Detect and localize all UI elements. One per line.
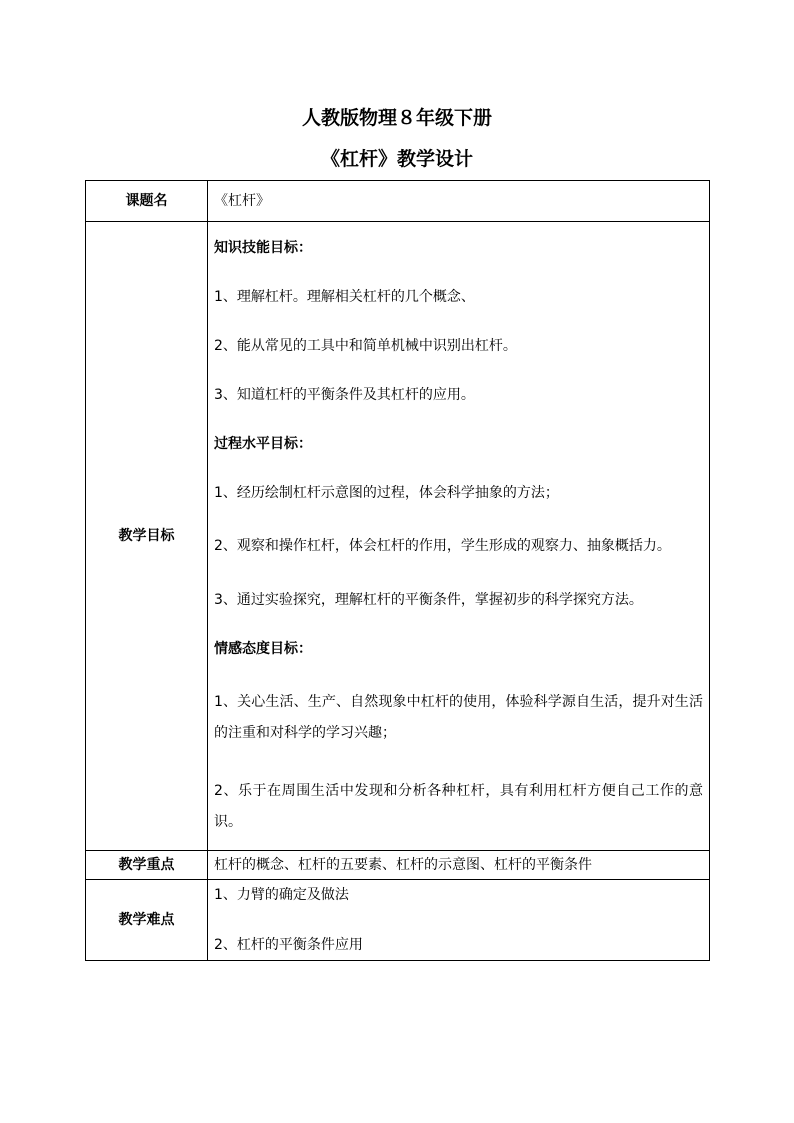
knowledge-item: 3、知道杠杆的平衡条件及其杠杆的应用。	[214, 386, 475, 403]
table-row-topic	[86, 181, 710, 222]
lesson-plan-table	[85, 180, 710, 961]
document-title: 人教版物理８年级下册	[301, 107, 492, 129]
table-row-key-points	[86, 851, 710, 880]
attitude-item: 1、关心生活、生产、自然现象中杠杆的使用，体验科学源自生活，提升对生活的注重和对科学的学习兴趣；	[214, 693, 703, 741]
process-heading: 过程水平目标：	[214, 435, 312, 452]
knowledge-item: 1、理解杠杆。理解相关杠杆的几个概念、	[214, 288, 475, 305]
knowledge-heading: 知识技能目标：	[214, 239, 312, 256]
goals-label: 教学目标	[86, 222, 208, 851]
difficulties-label: 教学难点	[86, 880, 208, 961]
goals-content	[208, 222, 710, 851]
process-item: 1、经历绘制杠杆示意图的过程，体会科学抽象的方法；	[214, 484, 559, 501]
difficulty-item: 2、杠杆的平衡条件应用	[214, 937, 363, 953]
knowledge-item: 2、能从常见的工具中和简单机械中识别出杠杆。	[214, 337, 517, 354]
topic-value: 《杠杆》	[208, 181, 710, 222]
document-subtitle: 《杠杆》教学设计	[320, 148, 473, 170]
process-item: 3、通过实验探究，理解杠杆的平衡条件，掌握初步的科学探究方法。	[214, 591, 643, 608]
key-points-label: 教学重点	[86, 851, 208, 880]
attitude-heading: 情感态度目标：	[214, 640, 312, 657]
table-row-goals	[86, 222, 710, 851]
key-points-value: 杠杆的概念、杠杆的五要素、杠杆的示意图、杠杆的平衡条件	[208, 851, 710, 880]
process-item: 2、观察和操作杠杆，体会杠杆的作用，学生形成的观察力、抽象概括力。	[214, 537, 671, 554]
topic-label: 课题名	[86, 181, 208, 222]
difficulties-content	[208, 880, 710, 961]
table-row-difficulties	[86, 880, 710, 961]
difficulty-item: 1、力臂的确定及做法	[214, 887, 349, 903]
attitude-item: 2、乐于在周围生活中发现和分析各种杠杆，具有利用杠杆方便自己工作的意识。	[214, 782, 703, 830]
